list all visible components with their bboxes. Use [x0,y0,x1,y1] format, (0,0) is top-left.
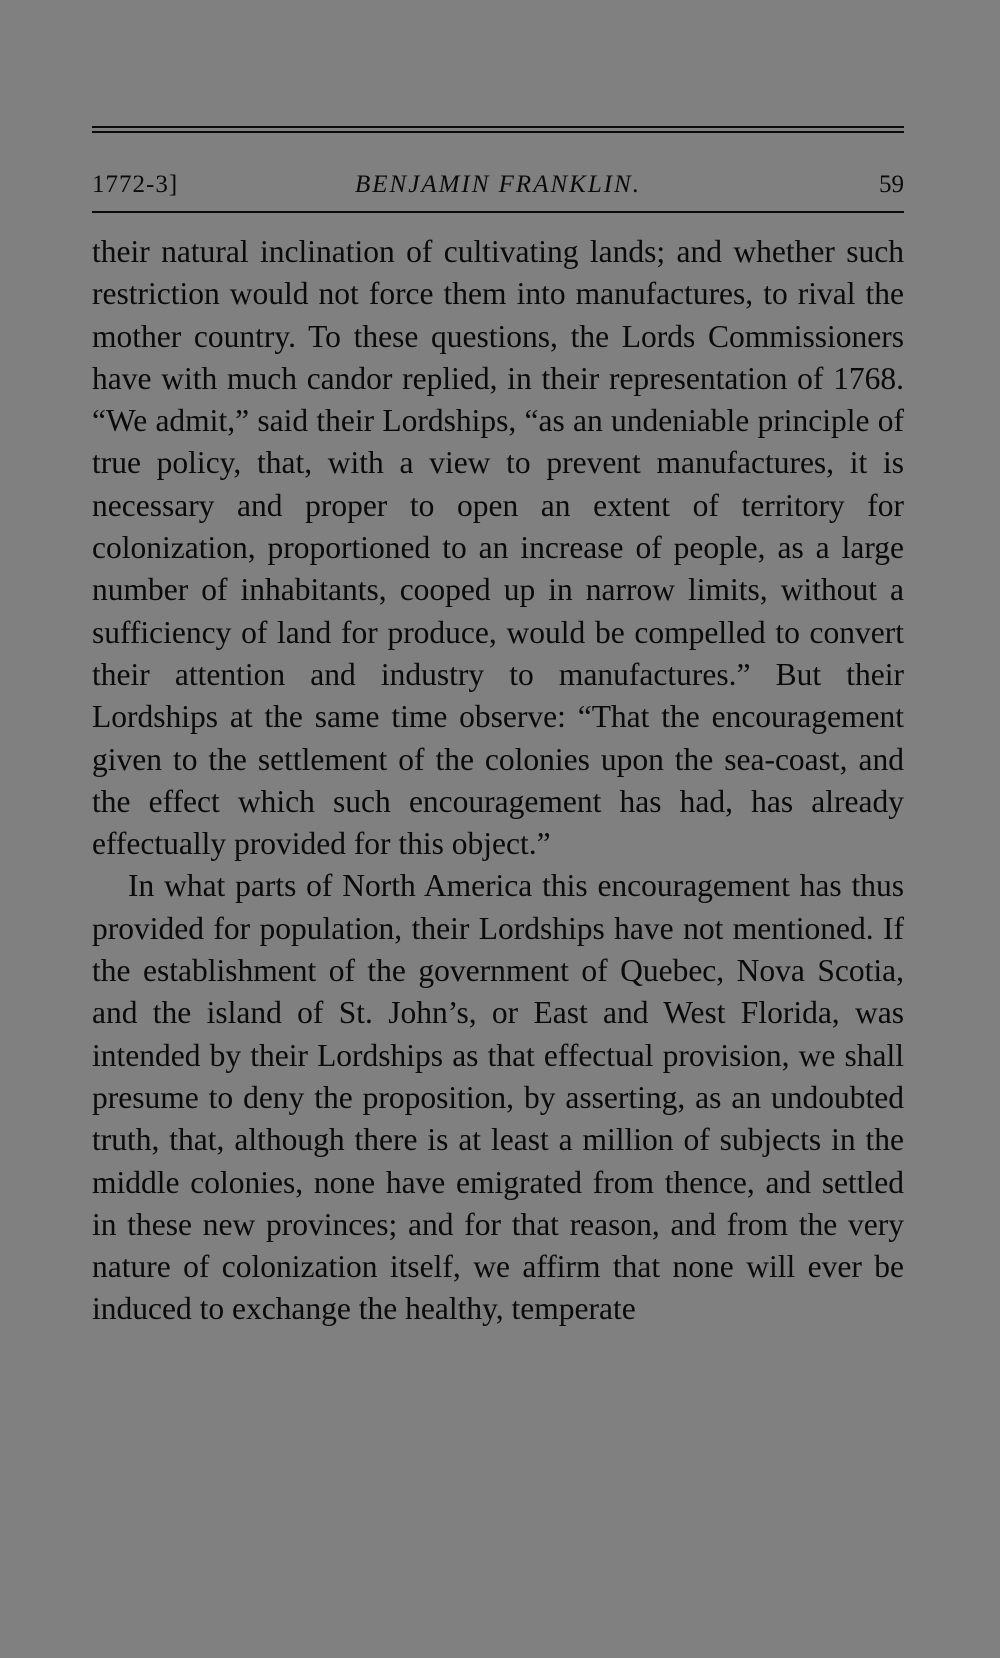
running-head-title: BENJAMIN FRANKLIN. [355,171,641,198]
body-text [92,231,904,1331]
running-head [92,165,904,205]
top-double-rule [92,126,904,133]
page-number: 59 [879,171,904,198]
running-head-date: 1772-3] [92,171,179,198]
paragraph-continued: their natural inclination of cultivating lands; and whether such restriction would not force them into manufactures, to rival the mother country. To these questions, the Lords Commissioners have with much candor replied, in their representation of 1768. “We admit,” said their Lordships, “as an undeniable principle of true policy, that, with a view to prevent manufactures, it is necessary and proper to open an extent of territory for colonization, proportioned to an increase of people, as a large number of inhabitants, cooped up in narrow limits, without a sufficiency of land for produce, would be compelled to convert their attention and industry to manufactures.” But their Lordships at the same time observe: “That the encouragement given to the settlement of the colonies upon the sea-coast, and the effect which such encouragement has had, has already effectually provided for this object.” [92,234,904,862]
book-page [92,126,904,1331]
paragraph: In what parts of North America this encouragement has thus provided for population, their Lordships have not mentioned. If the establishment of the government of Quebec, Nova Scotia, and the island of St. John’s, or East and West Florida, was intended by their Lordships as that effectual provision, we shall presume to deny the proposition, by asserting, as an undoubted truth, that, although there is at least a million of subjects in the middle colonies, none have emigrated from thence, and settled in these new provinces; and for that reason, and from the very nature of colonization itself, we affirm that none will ever be induced to exchange the healthy, temperate [92,868,904,1327]
header-rule [92,211,904,213]
